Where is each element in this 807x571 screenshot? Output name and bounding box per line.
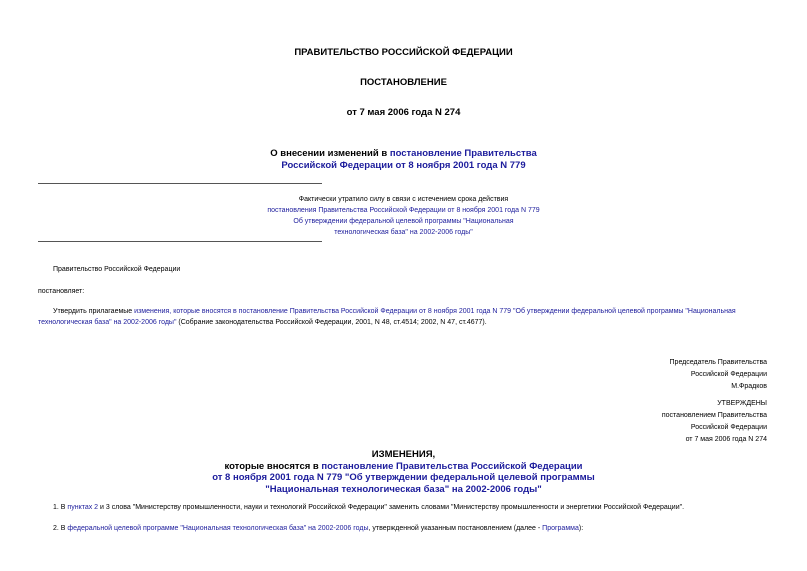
body-resolves: постановляет: bbox=[38, 288, 85, 295]
body-gov: Правительство Российской Федерации bbox=[53, 266, 181, 273]
approved-line-4: от 7 мая 2006 года N 274 bbox=[685, 436, 767, 443]
approved-line-3: Российской Федерации bbox=[690, 424, 767, 431]
divider-bottom bbox=[38, 241, 322, 242]
item2-prefix: 2. В bbox=[53, 525, 68, 532]
signature-block bbox=[670, 357, 767, 393]
item-1 bbox=[53, 502, 773, 513]
status-note bbox=[0, 194, 807, 238]
changes-line1-prefix: которые вносятся в bbox=[224, 460, 322, 472]
item1-link[interactable]: пунктах 2 bbox=[67, 504, 99, 511]
doc-title bbox=[0, 148, 807, 172]
title-link-1[interactable]: постановление Правительства bbox=[389, 148, 537, 159]
approved-block bbox=[662, 398, 767, 446]
note-link-2[interactable]: Об утверждении федеральной целевой программы "Национальная bbox=[293, 218, 514, 225]
approved-line-1: УТВЕРЖДЕНЫ bbox=[717, 400, 767, 407]
approved-line-2: постановлением Правительства bbox=[661, 412, 767, 419]
note-line-1: Фактически утратило силу в связи с истечением срока действия bbox=[298, 196, 509, 203]
approve-link-1[interactable]: изменения, которые вносятся в постановление Правительства Российской Федерации от 8 ноября 2001 года N 779 "Об утверждении федеральной целевой программы "Национальная bbox=[134, 308, 736, 315]
item2-suffix: ): bbox=[578, 525, 584, 532]
approve-paragraph bbox=[38, 306, 773, 328]
approve-suffix: (Собрание законодательства Российской Федерации, 2001, N 48, ст.4514; 2002, N 47, ст.4677). bbox=[176, 319, 487, 326]
changes-line1-link[interactable]: постановление Правительства Российской Федерации bbox=[321, 460, 583, 472]
divider-top bbox=[38, 183, 322, 184]
signature-line-1: Председатель Правительства bbox=[669, 359, 767, 366]
signature-line-2: Российской Федерации bbox=[690, 371, 767, 378]
item1-prefix: 1. В bbox=[53, 504, 68, 511]
item1-text: и 3 слова "Министерству промышленности, науки и технологий Российской Федерации" заменить словами "Министерству промышленности и энергетики Российской Федерации". bbox=[98, 504, 685, 511]
changes-heading bbox=[0, 449, 807, 495]
approve-link-2[interactable]: технологическая база" на 2002-2006 годы" bbox=[38, 319, 177, 326]
title-prefix: О внесении изменений в bbox=[270, 148, 390, 159]
changes-line3[interactable]: "Национальная технологическая база" на 2002-2006 годы" bbox=[265, 483, 542, 495]
title-link-2[interactable]: Российской Федерации от 8 ноября 2001 года N 779 bbox=[281, 160, 526, 171]
doc-type-heading: ПОСТАНОВЛЕНИЕ bbox=[360, 77, 447, 88]
government-heading: ПРАВИТЕЛЬСТВО РОССИЙСКОЙ ФЕДЕРАЦИИ bbox=[294, 47, 513, 58]
approve-prefix: Утвердить прилагаемые bbox=[53, 308, 135, 315]
note-link-1[interactable]: постановления Правительства Российской Федерации от 8 ноября 2001 года N 779 bbox=[267, 207, 540, 214]
item2-link-2[interactable]: Программа bbox=[542, 525, 579, 532]
item2-text: , утвержденной указанным постановлением (далее - bbox=[368, 525, 543, 532]
item-2 bbox=[53, 523, 773, 534]
item2-link[interactable]: федеральной целевой программе "Национальная технологическая база" на 2002-2006 годы bbox=[67, 525, 369, 532]
signature-line-3: М.Фрадков bbox=[731, 383, 767, 390]
changes-line2[interactable]: от 8 ноября 2001 года N 779 "Об утверждении федеральной целевой программы bbox=[212, 472, 595, 483]
changes-heading-title: ИЗМЕНЕНИЯ, bbox=[371, 449, 436, 460]
note-link-3[interactable]: технологическая база" на 2002-2006 годы" bbox=[334, 229, 473, 236]
doc-date: от 7 мая 2006 года N 274 bbox=[346, 107, 461, 118]
